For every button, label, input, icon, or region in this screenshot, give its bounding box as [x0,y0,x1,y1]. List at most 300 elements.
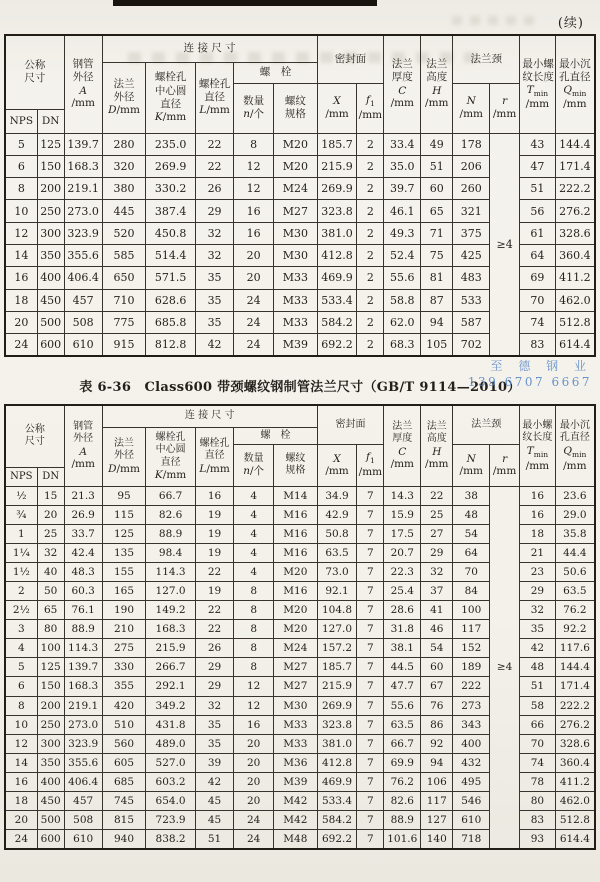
cell: 280 [102,133,146,155]
cell: 600 [37,830,64,849]
cell: 32 [195,244,234,266]
cell: 45 [195,811,234,830]
cell: 215.9 [317,155,357,177]
cell: 35 [195,311,234,333]
cell: 92 [421,734,453,753]
cell: ½ [5,486,37,505]
table-body [5,486,595,849]
cell: 88.9 [384,811,421,830]
cell: 127 [421,811,453,830]
cell: 98.4 [146,543,195,562]
cell: 411.2 [555,267,595,289]
cell: 144.4 [555,658,595,677]
col-header-seal-face: 密封面 [317,405,384,444]
cell: 58 [520,696,556,715]
cell: 571.5 [146,267,195,289]
col-header-bolt: 螺 栓 [234,62,317,83]
cell: 8 [234,601,274,620]
cell: 54 [421,639,453,658]
cell: 276.2 [555,715,595,734]
cell: 508 [64,311,102,333]
cell: 8 [234,658,274,677]
cell: M33 [274,289,318,311]
cell: 25 [37,524,64,543]
cell: 22 [195,620,234,639]
cell: 330.2 [146,178,195,200]
table-row [5,486,595,505]
col-header-f1: $f_1$ /mm [357,444,384,486]
cell: 7 [357,734,384,753]
col-header-flange-thickness: 法兰厚度 C /mm [384,405,421,486]
cell: 350 [37,753,64,772]
cell: M48 [274,830,318,849]
cell: 55.6 [384,267,421,289]
cell: 2 [357,267,384,289]
cell: 495 [453,772,490,791]
table-title: 表 6-36 Class600 带颈螺纹钢制管法兰尺寸（GB/T 9114—2010） [79,380,521,395]
col-header-pipe-od: 钢管外径 A /mm [64,405,102,486]
cell: 7 [357,486,384,505]
cell: 71 [421,222,453,244]
cell: M20 [274,133,318,155]
cell: M16 [274,581,318,600]
cell: 8 [234,620,274,639]
cell: 273 [453,696,490,715]
cell: 25.4 [384,581,421,600]
cell: 12 [234,155,274,177]
cell: 29 [520,581,556,600]
cell: 24 [234,811,274,830]
cell: 66 [520,715,556,734]
cell: 16 [520,486,556,505]
col-header-nps: NPS [5,467,37,486]
cell: 150 [37,155,64,177]
cell: 381.0 [317,222,357,244]
cell: 200 [37,178,64,200]
cell: 628.6 [146,289,195,311]
cell: 55.6 [384,696,421,715]
cell: 38.1 [384,639,421,658]
cell: 2 [357,311,384,333]
cell: 19 [195,543,234,562]
cell: 18 [5,289,37,311]
cell: 273.0 [64,715,102,734]
cell: 135 [102,543,146,562]
ink-bleed-smudge [452,16,540,25]
cell: 29 [195,658,234,677]
cell: 24 [234,289,274,311]
cell: 1 [5,524,37,543]
cell: 83 [520,811,556,830]
cell: M20 [274,155,318,177]
cell: 76.2 [384,772,421,791]
cell: 51 [421,155,453,177]
cell: 35.0 [384,155,421,177]
cell: 150 [37,677,64,696]
cell: 614.4 [555,334,595,356]
cell: 82.6 [384,792,421,811]
col-header-flange-od: 法兰外径 D/mm [102,427,146,486]
cell: 70 [520,289,556,311]
cell: 41 [421,601,453,620]
watermark-name: 至 德 钢 业 [490,359,592,373]
cell: 117 [421,792,453,811]
cell: 46.1 [384,200,421,222]
page-edge-mark [113,0,377,6]
cell: 462.0 [555,792,595,811]
cell: 269.9 [146,155,195,177]
cell: 20 [5,311,37,333]
r-value-cell: ≥4 [490,133,520,356]
cell: M30 [274,222,318,244]
cell: 60 [421,178,453,200]
cell: 250 [37,715,64,734]
watermark [468,358,592,390]
cell: 16 [520,505,556,524]
col-header-flange-neck: 法兰颈 [453,405,520,444]
col-header-bolt-qty: 数量 n/个 [234,83,274,133]
cell: 4 [234,562,274,581]
cell: 222.2 [555,178,595,200]
cell: 50.6 [555,562,595,581]
cell: 190 [102,601,146,620]
cell: 139.7 [64,133,102,155]
cell: 185.7 [317,133,357,155]
cell: 152 [453,639,490,658]
cell: 35 [195,267,234,289]
cell: 7 [357,696,384,715]
cell: 29 [421,543,453,562]
cell: 115 [102,505,146,524]
cell: M42 [274,792,318,811]
col-header-bolt-hole: 螺栓孔直径 L/mm [195,62,234,133]
cell: 42 [195,334,234,356]
cell: 66.7 [384,734,421,753]
continued-label: (续) [557,16,584,31]
cell: 469.9 [317,772,357,791]
cell: 88.9 [146,524,195,543]
cell: 815 [102,811,146,830]
cell: 74 [520,311,556,333]
cell: 4 [234,505,274,524]
cell: 64 [520,244,556,266]
cell: 48 [520,658,556,677]
cell: 48 [453,505,490,524]
cell: 350 [37,244,64,266]
cell: 16 [5,267,37,289]
cell: 723.9 [146,811,195,830]
cell: M30 [274,696,318,715]
cell: 106 [421,772,453,791]
cell: 35 [520,620,556,639]
cell: 8 [234,133,274,155]
cell: 7 [357,601,384,620]
col-header-connection: 连 接 尺 寸 [102,35,317,62]
cell: 6 [5,677,37,696]
cell: 12 [234,696,274,715]
table-header [5,405,595,486]
cell: 25 [421,505,453,524]
cell: 149.2 [146,601,195,620]
cell: 62.0 [384,311,421,333]
cell: M30 [274,244,318,266]
cell: 2 [357,155,384,177]
cell: 100 [453,601,490,620]
cell: 66.7 [146,486,195,505]
cell: 84 [453,581,490,600]
cell: 29 [195,200,234,222]
cell: 42 [195,772,234,791]
class600-flange-table-continued [4,34,596,357]
cell: 60 [421,658,453,677]
cell: M20 [274,601,318,620]
cell: 266.7 [146,658,195,677]
cell: 39.7 [384,178,421,200]
cell: 94 [421,311,453,333]
cell: 323.9 [64,734,102,753]
cell: 165 [102,581,146,600]
cell: 10 [5,200,37,222]
cell: 260 [453,178,490,200]
cell: 685 [102,772,146,791]
cell: 610 [64,830,102,849]
cell: 7 [357,505,384,524]
col-header-x: X /mm [317,444,357,486]
cell: 20 [234,267,274,289]
cell: M16 [274,524,318,543]
cell: 168.3 [64,155,102,177]
cell: 69 [520,267,556,289]
cell: 2 [357,334,384,356]
cell: 12 [5,734,37,753]
cell: M20 [274,562,318,581]
cell: 74 [520,753,556,772]
cell: 7 [357,715,384,734]
cell: 93 [520,830,556,849]
cell: 276.2 [555,200,595,222]
cell: 469.9 [317,267,357,289]
cell: 155 [102,562,146,581]
cell: 7 [357,792,384,811]
cell: 7 [357,830,384,849]
col-header-bolt-circle: 螺栓孔中心圆直径 K/mm [146,62,195,133]
cell: 67 [421,677,453,696]
cell: 47.7 [384,677,421,696]
cell: 17.5 [384,524,421,543]
cell: 300 [37,734,64,753]
cell: 127.0 [146,581,195,600]
cell: 387.4 [146,200,195,222]
cell: 168.3 [64,677,102,696]
cell: 56 [520,200,556,222]
cell: 73.0 [317,562,357,581]
cell: 2 [357,244,384,266]
cell: 127.0 [317,620,357,639]
cell: 2 [357,222,384,244]
cell: 4 [234,486,274,505]
cell: 206 [453,155,490,177]
cell: 32 [195,222,234,244]
cell: 10 [5,715,37,734]
cell: 360.4 [555,753,595,772]
cell: 20 [234,734,274,753]
cell: 7 [357,677,384,696]
cell: 300 [37,222,64,244]
cell: 512.8 [555,811,595,830]
cell: 321 [453,200,490,222]
cell: 16 [234,200,274,222]
cell: 400 [37,267,64,289]
cell: 411.2 [555,772,595,791]
cell: 33.4 [384,133,421,155]
cell: M27 [274,677,318,696]
cell: 70 [520,734,556,753]
cell: 49 [421,133,453,155]
cell: 450 [37,792,64,811]
col-header-min-thread-length: 最小螺纹长度 $T_{min}$ /mm [520,405,556,486]
cell: 431.8 [146,715,195,734]
col-header-bolt-circle: 螺栓孔中心圆直径 K/mm [146,427,195,486]
cell: M16 [274,505,318,524]
cell: 349.2 [146,696,195,715]
cell: 46 [421,620,453,639]
cell: 63.5 [317,543,357,562]
cell: 16 [195,486,234,505]
cell: 2 [357,289,384,311]
cell: 320 [102,155,146,177]
col-header-nps: NPS [5,109,37,133]
cell: 21 [520,543,556,562]
cell: 47 [520,155,556,177]
cell: 533.4 [317,792,357,811]
cell: 614.4 [555,830,595,849]
cell: 171.4 [555,155,595,177]
cell: 292.1 [146,677,195,696]
cell: 235.0 [146,133,195,155]
col-header-min-counterbore: 最小沉孔直径 $Q_{min}$ /mm [555,35,595,133]
col-header-bolt-hole: 螺栓孔直径 L/mm [195,427,234,486]
cell: 42.4 [64,543,102,562]
cell: M16 [274,543,318,562]
cell: 450 [37,289,64,311]
cell: 520 [102,222,146,244]
cell: 125 [37,658,64,677]
cell: 20 [234,244,274,266]
col-header-thread-spec: 螺纹规格 [274,444,318,486]
cell: 605 [102,753,146,772]
cell: 78 [520,772,556,791]
cell: 273.0 [64,200,102,222]
cell: 189 [453,658,490,677]
cell: 20 [234,772,274,791]
cell: 20 [234,792,274,811]
col-header-neck-r: r /mm [490,444,520,486]
cell: 105 [421,334,453,356]
col-header-neck-n: N /mm [453,83,490,133]
cell: 63.5 [555,581,595,600]
cell: 157.2 [317,639,357,658]
cell: 139.7 [64,658,102,677]
cell: 20 [5,811,37,830]
cell: 500 [37,811,64,830]
cell: 381.0 [317,734,357,753]
cell: 38 [453,486,490,505]
col-header-min-counterbore: 最小沉孔直径 $Q_{min}$ /mm [555,405,595,486]
col-header-min-thread-length: 最小螺纹长度 $T_{min}$ /mm [520,35,556,133]
cell: 92.2 [555,620,595,639]
cell: 49.3 [384,222,421,244]
col-header-flange-height: 法兰高度 H /mm [421,35,453,133]
cell: 32 [520,601,556,620]
cell: 355.6 [64,244,102,266]
cell: 65 [37,601,64,620]
cell: 12 [234,178,274,200]
cell: 70 [453,562,490,581]
cell: M33 [274,715,318,734]
cell: 330 [102,658,146,677]
cell: 610 [453,811,490,830]
col-header-dn: DN [37,109,64,133]
cell: 328.6 [555,734,595,753]
cell: 28.6 [384,601,421,620]
cell: 1½ [5,562,37,581]
cell: 355 [102,677,146,696]
cell: 250 [37,200,64,222]
cell: 406.4 [64,772,102,791]
cell: 83 [520,334,556,356]
cell: 26 [195,639,234,658]
cell: 68.3 [384,334,421,356]
cell: 14 [5,244,37,266]
cell: 2 [357,178,384,200]
cell: 26 [195,178,234,200]
cell: 4 [234,524,274,543]
cell: 275 [102,639,146,658]
col-header-pipe-od: 钢管外径 A /mm [64,35,102,133]
cell: 514.4 [146,244,195,266]
cell: 775 [102,311,146,333]
col-header-bolt: 螺 栓 [234,427,317,444]
cell: 82.6 [146,505,195,524]
cell: 125 [37,133,64,155]
cell: 24 [234,830,274,849]
cell: 24 [234,334,274,356]
cell: 2 [357,133,384,155]
cell: 76.2 [555,601,595,620]
cell: 585 [102,244,146,266]
cell: 24 [5,334,37,356]
col-header-connection: 连 接 尺 寸 [102,405,317,427]
col-header-neck-r: r /mm [490,83,520,133]
cell: 718 [453,830,490,849]
cell: 510 [102,715,146,734]
cell: 44.4 [555,543,595,562]
cell: 21.3 [64,486,102,505]
cell: 412.8 [317,244,357,266]
cell: 54 [453,524,490,543]
cell: 75 [421,244,453,266]
cell: 587 [453,311,490,333]
cell: 5 [5,658,37,677]
cell: 940 [102,830,146,849]
cell: 48.3 [64,562,102,581]
cell: 7 [357,543,384,562]
cell: 269.9 [317,178,357,200]
cell: 22 [421,486,453,505]
cell: 19 [195,524,234,543]
cell: M27 [274,200,318,222]
cell: 400 [453,734,490,753]
